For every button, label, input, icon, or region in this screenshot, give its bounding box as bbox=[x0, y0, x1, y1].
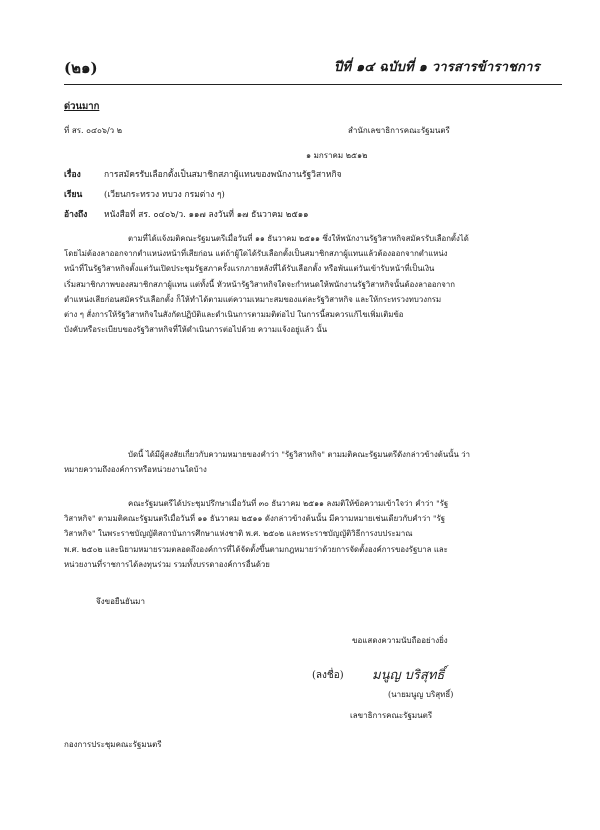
signature: มนูญ บริสุทธิ์ bbox=[372, 668, 445, 683]
body-paragraph-2 bbox=[64, 447, 564, 477]
body-line: พ.ศ. ๒๕๐๒ และนิยามหมายรวมตลอดถึงองค์การที่ได้จัดตั้งขึ้นตามกฎหมายว่าด้วยการจัดตั้งองค์การของรัฐบาล และ bbox=[64, 544, 448, 554]
reference-number: ที่ สร. ๐๔๐๖/ว ๒ bbox=[64, 126, 122, 135]
body-line: หมายความถึงองค์การหรือหน่วยงานใดบ้าง bbox=[64, 465, 207, 475]
journal-running-head: ปีที่ ๑๔ ฉบับที่ ๑ วารสารข้าราชการ bbox=[334, 60, 540, 75]
body-line: เริ่มสมาชิกภาพของสมาชิกสภาผู้แทน แต่ทั้งนี้ หัวหน้ารัฐวิสาหกิจใดจะกำหนดให้พนักงานรัฐวิสาหกิจนั้นต้องลาออกจาก bbox=[64, 279, 455, 289]
reference-line bbox=[64, 207, 309, 221]
body-paragraph-3 bbox=[64, 496, 564, 572]
courtesy-line: ขอแสดงความนับถืออย่างยิ่ง bbox=[352, 636, 448, 645]
body-line: วิสาหกิจ" ตามมติคณะรัฐมนตรีเมื่อวันที่ ๑๑ ธันวาคม ๒๕๑๑ ดังกล่าวข้างต้นนั้น มีความหมายเช่นเดียวกับคำว่า "รัฐ bbox=[64, 514, 446, 524]
recipient-label: เรียน bbox=[64, 190, 83, 200]
issuing-division: กองการประชุมคณะรัฐมนตรี bbox=[64, 740, 162, 749]
reference-label: อ้างถึง bbox=[64, 210, 88, 220]
body-line: ตำแหน่งเสียก่อนสมัครรับเลือกตั้ง ก็ให้ทำได้ตามแต่ความเหมาะสมของแต่ละรัฐวิสาหกิจ และให้กระทรวงทบวงกรม bbox=[64, 294, 442, 304]
reference-text: หนังสือที่ สร. ๐๔๐๖/ว. ๑๑๗ ลงวันที่ ๑๗ ธันวาคม ๒๕๑๑ bbox=[104, 210, 309, 220]
body-line: บัดนี้ ได้มีผู้สงสัยเกี่ยวกับความหมายของคำว่า "รัฐวิสาหกิจ" ตามมติคณะรัฐมนตรีดังกล่าวข้างต้นนั้น ว่า bbox=[128, 450, 471, 459]
signatory-name: (นายมนูญ บริสุทธิ์) bbox=[388, 690, 454, 699]
subject-text: การสมัครรับเลือกตั้งเป็นสมาชิกสภาผู้แทนของพนักงานรัฐวิสาหกิจ bbox=[104, 170, 342, 180]
signatory-title: เลขาธิการคณะรัฐมนตรี bbox=[350, 711, 433, 720]
body-line: วิสาหกิจ" ในพระราชบัญญัติสถาบันการศึกษาแห่งชาติ พ.ศ. ๒๕๐๒ และพระราชบัญญัติวิธีการงบประมาณ bbox=[64, 529, 413, 539]
body-line: โดยไม่ต้องลาออกจากตำแหน่งหน้าที่เสียก่อน แต่ถ้าผู้ใดได้รับเลือกตั้งเป็นสมาชิกสภาผู้แทนแล้วต้องออกจากตำแหน่ง bbox=[64, 249, 448, 259]
signed-marker: (ลงชื่อ) bbox=[312, 670, 344, 681]
page-number: (๒๑) bbox=[64, 59, 98, 77]
body-line: หน่วยงานที่ราชการได้ลงทุนร่วม รวมทั้งบรรดาองค์การอื่นด้วย bbox=[64, 559, 270, 569]
body-line: หน้าที่ในรัฐวิสาหกิจตั้งแต่วันเปิดประชุมรัฐสภาครั้งแรกภายหลังที่ได้รับเลือกตั้ง หรือพ้นแต่วันเข้ารับหน้าที่เป็นเงิน bbox=[64, 264, 435, 274]
letter-date: ๑ มกราคม ๒๕๑๒ bbox=[306, 151, 368, 160]
body-line: บังคับหรือระเบียบของรัฐวิสาหกิจที่ให้ดำเนินการต่อไปด้วย ความแจ้งอยู่แล้ว นั้น bbox=[64, 325, 328, 335]
body-line: คณะรัฐมนตรีได้ประชุมปรึกษาเมื่อวันที่ ๓๐ ธันวาคม ๒๕๑๑ ลงมติให้ข้อความเข้าใจว่า คำว่า "รัฐ bbox=[128, 499, 449, 508]
recipient-text: (เวียนกระทรวง ทบวง กรมต่าง ๆ) bbox=[104, 190, 225, 200]
header-rule bbox=[64, 84, 562, 85]
issuing-agency: สำนักเลขาธิการคณะรัฐมนตรี bbox=[348, 126, 450, 135]
body-line: ต่าง ๆ สั่งการให้รัฐวิสาหกิจในสังกัดปฏิบัติและดำเนินการตามมติต่อไป ในการนี้สมควรแก้ไขเพิ่มเติมข้อ bbox=[64, 310, 404, 320]
urgency-stamp: ด่วนมาก bbox=[64, 101, 100, 112]
closing-line: จึงขอยืนยันมา bbox=[96, 597, 145, 606]
subject-label: เรื่อง bbox=[64, 170, 81, 180]
recipient-line bbox=[64, 187, 225, 201]
body-line: ตามที่ได้แจ้งมติคณะรัฐมนตรีเมื่อวันที่ ๑๑ ธันวาคม ๒๕๑๑ ซึ่งให้พนักงานรัฐวิสาหกิจสมัครรับเลือกตั้งได้ bbox=[128, 234, 469, 243]
subject-line bbox=[64, 167, 342, 181]
body-paragraph-1 bbox=[64, 231, 564, 337]
